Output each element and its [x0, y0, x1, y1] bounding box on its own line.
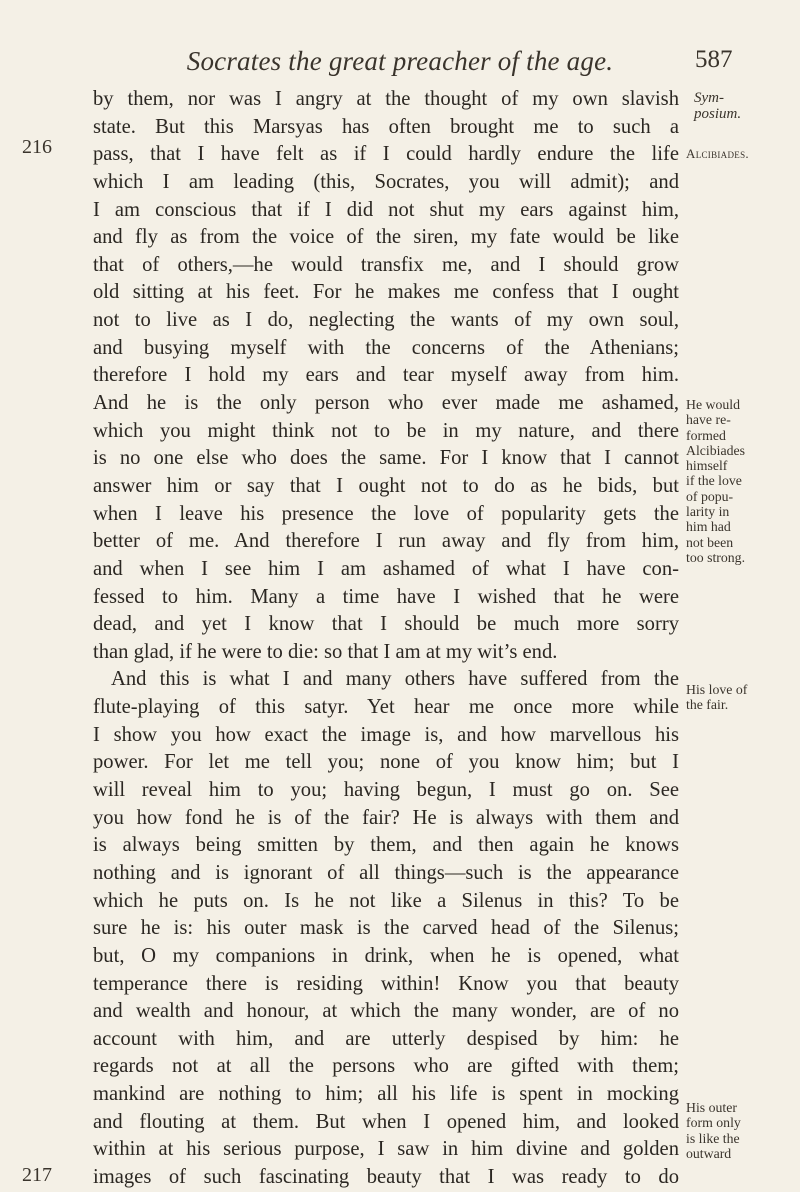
text-line: will reveal him to you; having begun, I must go on. See — [93, 779, 679, 802]
margin-note-line: if the love — [686, 473, 742, 489]
margin-note-line: himself — [686, 458, 728, 474]
text-line: and flouting at them. But when I opened him, and looked — [93, 1110, 679, 1133]
text-line: which he puts on. Is he not like a Silenus in this? To be — [93, 889, 679, 912]
text-line: better of me. And therefore I run away and fly from him, — [93, 530, 679, 553]
running-title: Socrates the great preacher of the age. — [186, 46, 614, 76]
line-number: 216 — [22, 136, 52, 158]
margin-note-outer-form — [686, 1100, 796, 1161]
text-line: fessed to him. Many a time have I wished that he were — [93, 585, 679, 608]
margin-note-line: His outer — [686, 1100, 737, 1115]
margin-note-line: He would — [686, 397, 741, 412]
margin-note-line: him had — [686, 519, 731, 535]
text-line: not to live as I do, neglecting the wants of my own soul, — [93, 309, 679, 332]
text-line: is no one else who does the same. For I know that I cannot — [93, 447, 679, 470]
text-line: when I leave his presence the love of popularity gets the — [93, 502, 679, 525]
text-line: that of others,—he would transfix me, and I should grow — [93, 253, 679, 276]
text-line: but, O my companions in drink, when he is opened, what — [93, 944, 679, 967]
text-line: and busying myself with the concerns of the Athenians; — [93, 336, 679, 359]
line-number: 217 — [22, 1164, 52, 1186]
text-line: regards not at all the persons who are gifted with them; — [93, 1055, 679, 1078]
text-line: temperance there is residing within! Know you that beauty — [93, 972, 679, 995]
text-line: I show you how exact the image is, and how marvellous his — [93, 723, 679, 746]
margin-note-line: Sym- — [694, 90, 724, 106]
margin-note-line: of popu- — [686, 488, 734, 504]
text-line: is always being smitten by them, and then again he knows — [93, 834, 679, 857]
margin-note-reformed — [686, 397, 796, 565]
text-line: therefore I hold my ears and tear myself away from him. — [93, 364, 679, 387]
text-line: old sitting at his feet. For he makes me confess that I ought — [93, 281, 679, 304]
text-line: power. For let me tell you; none of you know him; but I — [93, 751, 679, 774]
margin-note-line: the fair. — [686, 697, 729, 713]
margin-note-line: His love of — [686, 682, 748, 697]
margin-note-line: is like the — [686, 1130, 740, 1146]
text-line: flute-playing of this satyr. Yet hear me once more while — [93, 696, 679, 719]
text-line: answer him or say that I ought not to do as he bids, but — [93, 474, 679, 497]
margin-note-line: not been — [686, 534, 734, 550]
margin-note-line: formed — [686, 427, 726, 443]
text-line: within at his serious purpose, I saw in him divine and golden — [93, 1138, 679, 1161]
text-line: and wealth and honour, at which the many wonder, are of no — [93, 1000, 679, 1023]
text-line: I am conscious that if I did not shut my ears against him, — [93, 198, 679, 221]
margin-note-symposium — [694, 90, 800, 122]
text-line: mankind are nothing to him; all his life is spent in mocking — [93, 1083, 679, 1106]
text-line: you how fond he is of the fair? He is always with them and — [93, 806, 679, 829]
text-line: And he is the only person who ever made me ashamed, — [93, 392, 679, 415]
text-line: than glad, if he were to die: so that I am at my wit’s end. — [93, 640, 558, 663]
text-line: And this is what I and many others have suffered from the — [111, 668, 679, 691]
page-number: 587 — [695, 46, 733, 73]
text-line: state. But this Marsyas has often brought me to such a — [93, 115, 679, 138]
text-line: by them, nor was I angry at the thought of my own slavish — [93, 88, 679, 110]
body-text — [93, 86, 679, 1192]
text-line: which I am leading (this, Socrates, you will admit); and — [93, 170, 679, 193]
margin-note-love-of-fair — [686, 682, 796, 713]
text-line: sure he is: his outer mask is the carved head of the Silenus; — [93, 917, 679, 940]
text-line: images of such fascinating beauty that I was ready to do — [93, 1165, 679, 1188]
text-line: and when I see him I am ashamed of what I have con- — [93, 557, 679, 580]
margin-note-line: too strong. — [686, 549, 746, 565]
margin-note-line: posium. — [694, 106, 742, 122]
margin-note-line: have re- — [686, 412, 731, 428]
margin-note-speaker: Alcibiades. — [686, 146, 749, 161]
text-line: and fly as from the voice of the siren, my fate would be like — [93, 226, 679, 249]
margin-note-line: larity in — [686, 504, 730, 520]
text-line: pass, that I have felt as if I could hardly endure the life — [93, 143, 679, 166]
margin-note-line: outward — [686, 1145, 732, 1161]
text-line: account with him, and are utterly despised by him: he — [93, 1027, 679, 1050]
text-line: dead, and yet I know that I should be much more sorry — [93, 613, 679, 636]
text-line: nothing and is ignorant of all things—such is the appearance — [93, 861, 679, 884]
margin-note-line: Alcibiades — [686, 442, 746, 458]
margin-note-line: form only — [686, 1115, 741, 1131]
text-line: which you might think not to be in my nature, and there — [93, 419, 679, 442]
